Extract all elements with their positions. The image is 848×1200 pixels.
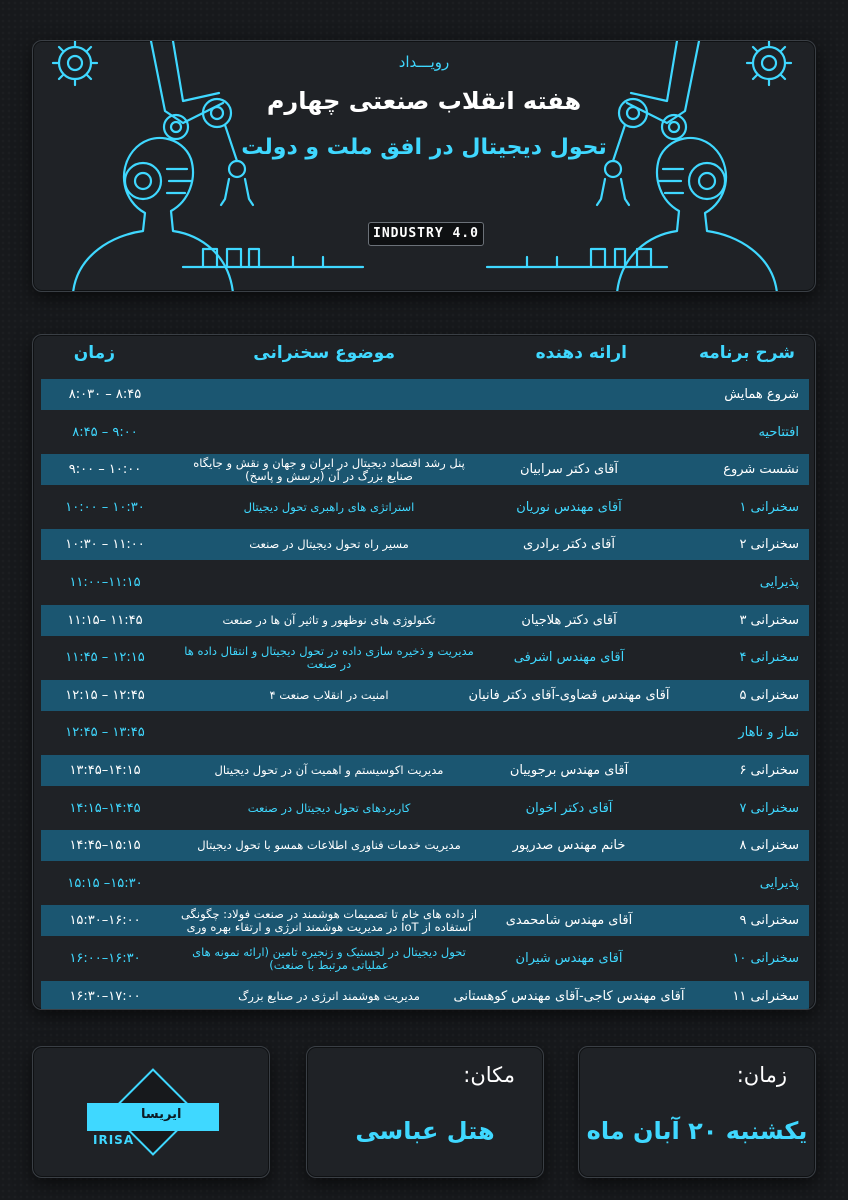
row-presenter: آقای مهندس قضاوی-آقای دکتر فانیان — [468, 687, 670, 703]
row-time: ۱۵:۳۰–۱۶:۰۰ — [69, 913, 141, 929]
row-time: ۸:۴۵ – ۹:۰۰ — [72, 424, 138, 440]
logo-card — [32, 1046, 270, 1178]
robot-head-left — [73, 138, 233, 292]
row-description: نشست شروع — [723, 462, 799, 478]
table-row — [41, 793, 809, 824]
row-time: ۱۶:۳۰–۱۷:۰۰ — [69, 988, 141, 1004]
row-time: ۱۱:۰۰–۱۱:۱۵ — [69, 575, 141, 590]
row-topic: تکنولوژی های نوظهور و تاثیر آن ها در صنعت — [222, 612, 436, 627]
table-row — [41, 717, 809, 748]
table-row — [41, 417, 809, 448]
robot-head-right — [617, 138, 777, 292]
row-topic: مدیریت و ذخیره سازی داده در تحول دیجیتال و انتقال داده ها در صنعت — [184, 643, 474, 671]
row-time: ۸:۰۳۰ – ۸:۴۵ — [68, 387, 142, 402]
table-row — [41, 567, 809, 598]
table-header — [33, 335, 815, 375]
date-value: یکشنبه ۲۰ آبان ماه — [586, 1117, 808, 1145]
row-time: ۱۵:۱۵ –۱۵:۳۰ — [67, 875, 143, 891]
table-row — [41, 830, 809, 861]
page-title: هفته انقلاب صنعتی چهارم — [266, 87, 582, 115]
row-description: سخنرانی ۱ — [739, 499, 799, 515]
date-label: زمان: — [736, 1063, 787, 1087]
table-row — [41, 642, 809, 673]
row-presenter — [489, 868, 649, 899]
row-description: پذیرایی — [759, 575, 799, 590]
row-description: افتتاحیه — [758, 424, 799, 440]
row-description: سخنرانی ۴ — [739, 650, 799, 666]
row-description: سخنرانی ۵ — [739, 687, 799, 703]
row-topic: تحول دیجیتال در لجستیک و زنجیره تامین (ارائه نمونه های عملیاتی مرتبط با صنعت) — [192, 944, 466, 972]
row-description: سخنرانی ۳ — [739, 612, 799, 628]
row-topic: کاربردهای تحول دیجیتال در صنعت — [247, 800, 411, 815]
venue-label: مکان: — [463, 1063, 515, 1087]
row-description: سخنرانی ۲ — [739, 537, 799, 553]
table-row — [41, 529, 809, 560]
row-topic: پنل رشد اقتصاد دیجیتال در ایران و جهان و نقش و جایگاه صنایع بزرگ در آن (پرسش و پاسخ) — [193, 455, 465, 483]
row-presenter — [489, 379, 649, 410]
row-presenter: خانم مهندس صدرپور — [512, 838, 626, 854]
row-presenter: آقای دکتر سرابیان — [519, 462, 619, 478]
venue-value: هتل عباسی — [355, 1117, 495, 1145]
event-label: رویـــداد — [398, 53, 450, 71]
logo-text-en: IRISA — [93, 1133, 135, 1147]
row-presenter: آقای مهندس اشرفی — [513, 650, 625, 666]
row-description: پذیرایی — [759, 875, 799, 891]
row-presenter: آقای دکتر هلاجیان — [521, 612, 617, 628]
row-time: ۱۰:۳۰ – ۱۱:۰۰ — [65, 537, 145, 553]
header-presenter: ارائه دهنده — [535, 343, 627, 363]
schedule-table — [32, 334, 816, 1010]
row-presenter: آقای دکتر برادری — [523, 537, 615, 553]
row-topic — [179, 868, 479, 899]
date-card — [578, 1046, 816, 1178]
row-topic — [179, 417, 479, 448]
table-row — [41, 454, 809, 485]
row-time: ۹:۰۰ – ۱۰:۰۰ — [68, 462, 142, 478]
row-topic — [179, 379, 479, 410]
row-description: سخنرانی ۱۰ — [732, 951, 799, 966]
table-row — [41, 905, 809, 936]
row-presenter — [489, 717, 649, 748]
table-row — [41, 605, 809, 636]
logo-text-fa: ایریسا — [141, 1107, 182, 1122]
page-subtitle: تحول دیجیتال در افق ملت و دولت — [241, 135, 607, 160]
row-topic — [179, 567, 479, 598]
row-time: ۱۲:۴۵ – ۱۳:۴۵ — [65, 725, 145, 741]
table-row — [41, 379, 809, 410]
row-topic: مسیر راه تحول دیجیتال در صنعت — [249, 537, 409, 552]
header-description: شرح برنامه — [698, 343, 795, 363]
row-presenter — [489, 567, 649, 598]
header-time: زمان — [73, 343, 115, 363]
row-time: ۱۴:۱۵–۱۴:۴۵ — [69, 800, 141, 816]
table-row — [41, 868, 809, 899]
industry-badge: INDUSTRY 4.0 — [368, 222, 484, 246]
row-description: سخنرانی ۸ — [739, 838, 799, 854]
row-presenter: آقای مهندس شیران — [515, 951, 623, 966]
row-presenter: آقای مهندس شامحمدی — [505, 913, 633, 929]
table-row — [41, 492, 809, 523]
row-time: ۱۱:۴۵ – ۱۲:۱۵ — [65, 650, 145, 666]
row-time: ۱۱:۱۵– ۱۱:۴۵ — [67, 612, 143, 628]
row-time: ۱۲:۱۵ – ۱۲:۴۵ — [65, 687, 145, 703]
row-description: سخنرانی ۱۱ — [732, 988, 799, 1004]
row-topic: امنیت در انقلاب صنعت ۴ — [269, 687, 389, 702]
row-topic: مدیریت خدمات فناوری اطلاعات همسو با تحول دیجیتال — [197, 838, 461, 853]
row-time: ۱۳:۴۵–۱۴:۱۵ — [69, 763, 141, 778]
row-topic: مدیریت هوشمند انرژی در صنایع بزرگ — [238, 988, 420, 1003]
row-presenter: آقای دکتر اخوان — [525, 800, 613, 816]
row-description: شروع همایش — [724, 387, 799, 402]
row-topic — [179, 717, 479, 748]
row-presenter: آقای مهندس برجوییان — [509, 763, 629, 778]
row-topic: استراتژی های راهبری تحول دیجیتال — [243, 499, 415, 514]
row-presenter: آقای مهندس نوریان — [516, 499, 622, 515]
row-presenter: آقای مهندس کاجی-آقای مهندس کوهستانی — [453, 988, 685, 1004]
table-row — [41, 755, 809, 786]
row-description: نماز و ناهار — [738, 725, 799, 741]
row-description: سخنرانی ۷ — [739, 800, 799, 816]
table-row — [41, 680, 809, 711]
event-banner — [32, 40, 816, 292]
row-time: ۱۰:۰۰ – ۱۰:۳۰ — [65, 499, 145, 515]
row-time: ۱۴:۴۵–۱۵:۱۵ — [69, 838, 141, 854]
row-description: سخنرانی ۹ — [739, 913, 799, 929]
header-topic: موضوع سخنرانی — [253, 343, 395, 363]
row-time: ۱۶:۰۰–۱۶:۳۰ — [69, 951, 141, 966]
venue-card — [306, 1046, 544, 1178]
table-row — [41, 943, 809, 974]
row-topic: از داده های خام تا تصمیمات هوشمند در صنعت فولاد: چگونگی استفاده از IoT در مدیریت هوشمند انرژی و ارتقاء بهره وری — [180, 906, 478, 934]
row-description: سخنرانی ۶ — [739, 763, 799, 778]
row-topic: مدیریت اکوسیستم و اهمیت آن در تحول دیجیتال — [214, 763, 444, 777]
robot-illustration — [33, 41, 816, 292]
table-row — [41, 981, 809, 1010]
row-presenter — [489, 417, 649, 448]
